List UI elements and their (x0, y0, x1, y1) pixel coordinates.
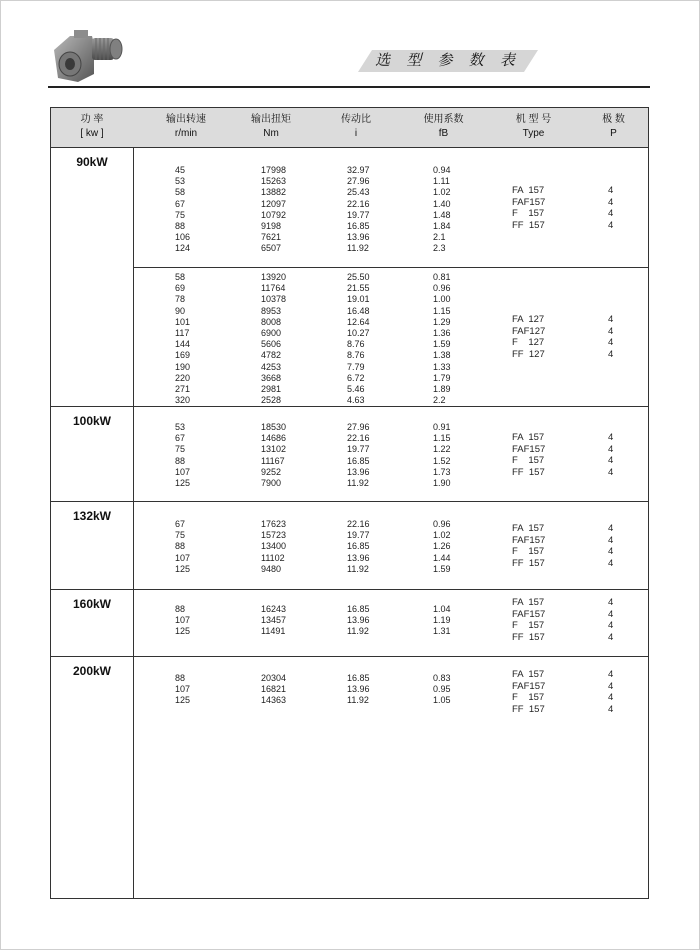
speed-value: 75 (175, 444, 186, 455)
type-name: F 157 (512, 546, 545, 558)
type-name: FA 157 (512, 669, 545, 680)
factor-value: 1.11 (433, 176, 450, 187)
type-row (51, 535, 648, 547)
speed-value: 88 (175, 604, 186, 614)
factor-value: 2.3 (433, 243, 446, 254)
type-name: F 127 (512, 337, 545, 349)
pole-value: 4 (608, 337, 614, 349)
torque-value: 14686 (261, 433, 287, 444)
speed-value: 107 (175, 615, 191, 626)
type-name: F 157 (512, 620, 545, 632)
factor-value: 1.52 (433, 455, 451, 466)
factor-value: 1.29 (433, 316, 451, 327)
ratio-value: 13.96 (347, 232, 370, 243)
speed-value: 107 (175, 466, 191, 477)
type-name: FF 127 (512, 348, 545, 360)
table-header (51, 108, 648, 148)
type-row (51, 349, 648, 361)
factor-value: 1.31 (433, 626, 451, 637)
pole-value: 4 (608, 325, 614, 337)
pole-value: 4 (608, 466, 614, 478)
ratio-value: 25.43 (347, 187, 370, 198)
speed-value: 58 (175, 187, 186, 198)
ratio-value: 5.46 (347, 383, 365, 394)
type-row (51, 546, 648, 558)
torque-value: 11491 (261, 626, 286, 637)
pole-value: 4 (608, 534, 614, 546)
ratio-value: 16.85 (347, 220, 370, 231)
ratio-value: 10.27 (347, 327, 370, 338)
table-row (51, 283, 491, 294)
factor-value: 1.44 (433, 552, 451, 563)
type-row (51, 337, 648, 349)
torque-value: 4782 (261, 350, 282, 361)
title-banner (358, 50, 538, 72)
speed-value: 67 (175, 519, 186, 529)
factor-value: 0.83 (433, 673, 451, 683)
ratio-value: 16.85 (347, 604, 370, 614)
ratio-value: 13.96 (347, 684, 370, 695)
type-name: FAF157 (512, 680, 546, 692)
factor-value: 1.02 (433, 187, 451, 198)
header-power: 功 率 [ kw ] (80, 114, 104, 139)
speed-value: 88 (175, 541, 186, 552)
ratio-value: 13.96 (347, 466, 370, 477)
speed-value: 88 (175, 673, 186, 683)
speed-value: 106 (175, 232, 191, 243)
speed-value: 220 (175, 372, 191, 383)
table-row (51, 478, 491, 489)
table-row (51, 373, 491, 384)
table-row (51, 165, 491, 176)
speed-value: 75 (175, 209, 186, 220)
ratio-value: 7.79 (347, 361, 365, 372)
torque-value: 12097 (261, 198, 287, 209)
header-ratio: 传动比 i (341, 114, 371, 139)
factor-value: 0.96 (433, 283, 451, 294)
table-row (51, 272, 491, 283)
factor-value: 0.95 (433, 684, 451, 695)
torque-value: 15263 (261, 176, 287, 187)
speed-value: 107 (175, 684, 191, 695)
ratio-value: 13.96 (347, 615, 370, 626)
ratio-value: 11.92 (347, 563, 369, 574)
torque-value: 3668 (261, 372, 282, 383)
factor-value: 0.81 (433, 272, 451, 282)
speed-value: 125 (175, 695, 191, 706)
torque-value: 10378 (261, 294, 287, 305)
pole-value: 4 (608, 219, 614, 231)
table-row (51, 294, 491, 305)
speed-value: 125 (175, 563, 191, 574)
ratio-value: 19.01 (347, 294, 370, 305)
factor-value: 1.40 (433, 198, 451, 209)
torque-value: 14363 (261, 695, 287, 706)
factor-value: 1.15 (433, 433, 451, 444)
block-separator (134, 267, 648, 268)
factor-value: 0.91 (433, 422, 451, 432)
torque-value: 9252 (261, 466, 282, 477)
header-speed: 输出转速 r/min (166, 114, 206, 139)
type-name: F 157 (512, 692, 545, 704)
type-list (51, 669, 648, 715)
torque-value: 13920 (261, 272, 287, 282)
gear-motor-icon (48, 24, 128, 86)
ratio-value: 4.63 (347, 395, 365, 406)
type-list (51, 597, 648, 643)
pole-value: 4 (608, 443, 614, 455)
torque-value: 20304 (261, 673, 287, 683)
ratio-value: 16.85 (347, 673, 370, 683)
power-label: 100kW (72, 414, 112, 428)
ratio-value: 19.77 (347, 444, 370, 455)
group-separator (51, 501, 648, 502)
factor-value: 2.1 (433, 232, 446, 243)
type-name: FAF157 (512, 443, 546, 455)
pole-value: 4 (608, 631, 614, 643)
torque-value: 8953 (261, 305, 282, 316)
torque-value: 11764 (261, 283, 286, 294)
pole-value: 4 (608, 455, 614, 467)
speed-value: 45 (175, 165, 186, 175)
factor-value: 1.36 (433, 327, 451, 338)
speed-value: 190 (175, 361, 191, 372)
pole-value: 4 (608, 546, 614, 558)
type-name: FA 157 (512, 523, 545, 534)
ratio-value: 16.85 (347, 455, 370, 466)
speed-value: 271 (175, 383, 191, 394)
factor-value: 0.94 (433, 165, 451, 175)
factor-value: 1.33 (433, 361, 451, 372)
factor-value: 1.90 (433, 477, 451, 488)
table-row (51, 232, 491, 243)
pole-value: 4 (608, 620, 614, 632)
type-row (51, 326, 648, 338)
type-row (51, 632, 648, 644)
speed-value: 75 (175, 530, 186, 541)
type-name: FF 157 (512, 219, 545, 231)
type-name: FAF157 (512, 608, 546, 620)
ratio-value: 21.55 (347, 283, 370, 294)
torque-value: 6507 (261, 243, 282, 254)
factor-value: 1.84 (433, 220, 451, 231)
type-row (51, 314, 648, 326)
factor-value: 1.02 (433, 530, 451, 541)
pole-value: 4 (608, 314, 614, 325)
ratio-value: 22.16 (347, 433, 370, 444)
ratio-value: 32.97 (347, 165, 370, 175)
type-list (51, 314, 648, 360)
pole-value: 4 (608, 523, 614, 534)
type-name: FF 157 (512, 466, 545, 478)
factor-value: 1.22 (433, 444, 451, 455)
torque-value: 2528 (261, 395, 282, 406)
power-label: 90kW (76, 155, 108, 169)
torque-value: 10792 (261, 209, 287, 220)
type-name: F 157 (512, 208, 545, 220)
pole-value: 4 (608, 703, 614, 715)
ratio-value: 25.50 (347, 272, 370, 282)
type-list (51, 185, 648, 231)
factor-value: 1.19 (433, 615, 451, 626)
power-label: 132kW (72, 509, 112, 523)
ratio-value: 13.96 (347, 552, 370, 563)
speed-value: 101 (175, 316, 191, 327)
torque-value: 7900 (261, 477, 282, 488)
ratio-value: 27.96 (347, 422, 370, 432)
power-label: 160kW (72, 597, 112, 611)
ratio-value: 27.96 (347, 176, 370, 187)
torque-value: 11167 (261, 455, 285, 466)
factor-value: 1.48 (433, 209, 451, 220)
type-name: FA 157 (512, 597, 545, 608)
top-rule (48, 86, 650, 88)
torque-value: 17623 (261, 519, 287, 529)
factor-value: 1.59 (433, 339, 451, 350)
ratio-value: 8.76 (347, 350, 365, 361)
type-row (51, 681, 648, 693)
speed-value: 117 (175, 327, 190, 338)
factor-value: 1.59 (433, 563, 451, 574)
header-model: 机 型 号 Type (515, 114, 552, 139)
pole-value: 4 (608, 669, 614, 680)
factor-value: 1.89 (433, 383, 451, 394)
pole-value: 4 (608, 348, 614, 360)
factor-value: 1.15 (433, 305, 451, 316)
pole-value: 4 (608, 557, 614, 569)
header-poles: 极 数 P (602, 114, 625, 139)
torque-value: 13400 (261, 541, 287, 552)
torque-value: 13457 (261, 615, 287, 626)
factor-value: 2.2 (433, 395, 446, 406)
power-label: 200kW (72, 664, 112, 678)
torque-value: 13882 (261, 187, 287, 198)
type-row (51, 432, 648, 444)
speed-value: 107 (175, 552, 191, 563)
ratio-value: 11.92 (347, 477, 369, 488)
type-name: FAF157 (512, 534, 546, 546)
ratio-value: 22.16 (347, 198, 370, 209)
type-name: FF 157 (512, 631, 545, 643)
ratio-value: 11.92 (347, 626, 369, 637)
type-row (51, 444, 648, 456)
pole-value: 4 (608, 208, 614, 220)
speed-value: 125 (175, 477, 191, 488)
type-name: FAF157 (512, 196, 546, 208)
group-separator (51, 406, 648, 407)
pole-value: 4 (608, 692, 614, 704)
type-name: F 157 (512, 455, 545, 467)
torque-value: 2981 (261, 383, 282, 394)
torque-value: 16243 (261, 604, 287, 614)
pole-value: 4 (608, 608, 614, 620)
pole-value: 4 (608, 185, 614, 196)
type-row (51, 455, 648, 467)
type-row (51, 669, 648, 681)
pole-value: 4 (608, 196, 614, 208)
ratio-value: 8.76 (347, 339, 365, 350)
type-name: FA 157 (512, 185, 545, 196)
table-row (51, 243, 491, 254)
speed-value: 88 (175, 220, 186, 231)
factor-value: 1.00 (433, 294, 451, 305)
factor-value: 1.05 (433, 695, 451, 706)
speed-value: 67 (175, 433, 186, 444)
ratio-value: 11.92 (347, 243, 369, 254)
speed-value: 58 (175, 272, 186, 282)
ratio-value: 11.92 (347, 695, 369, 706)
ratio-value: 12.64 (347, 316, 370, 327)
factor-value: 1.26 (433, 541, 451, 552)
ratio-value: 19.77 (347, 530, 370, 541)
type-row (51, 597, 648, 609)
type-row (51, 208, 648, 220)
pole-value: 4 (608, 597, 614, 608)
speed-value: 144 (175, 339, 191, 350)
type-row (51, 467, 648, 479)
ratio-value: 16.48 (347, 305, 370, 316)
pole-value: 4 (608, 680, 614, 692)
group-separator (51, 656, 648, 657)
torque-value: 7621 (261, 232, 282, 243)
type-name: FA 157 (512, 432, 545, 443)
type-row (51, 558, 648, 570)
header-torque: 输出扭矩 Nm (251, 114, 291, 139)
table-row (51, 384, 491, 395)
speed-value: 88 (175, 455, 186, 466)
speed-value: 53 (175, 176, 186, 187)
type-row (51, 609, 648, 621)
table-row (51, 362, 491, 373)
type-row (51, 197, 648, 209)
ratio-value: 16.85 (347, 541, 370, 552)
ratio-value: 22.16 (347, 519, 370, 529)
ratio-value: 19.77 (347, 209, 370, 220)
type-row (51, 692, 648, 704)
type-name: FF 157 (512, 703, 545, 715)
torque-value: 4253 (261, 361, 282, 372)
type-row (51, 220, 648, 232)
torque-value: 8008 (261, 316, 282, 327)
factor-value: 0.96 (433, 519, 451, 529)
torque-value: 16821 (261, 684, 287, 695)
torque-value: 17998 (261, 165, 287, 175)
factor-value: 1.04 (433, 604, 451, 614)
torque-value: 13102 (261, 444, 287, 455)
ratio-value: 6.72 (347, 372, 365, 383)
type-row (51, 185, 648, 197)
type-row (51, 523, 648, 535)
speed-value: 125 (175, 626, 191, 637)
speed-value: 124 (175, 243, 191, 254)
factor-value: 1.38 (433, 350, 451, 361)
speed-value: 78 (175, 294, 186, 305)
torque-value: 6900 (261, 327, 282, 338)
type-list (51, 432, 648, 478)
type-name: FF 157 (512, 557, 545, 569)
speed-value: 169 (175, 350, 191, 361)
torque-value: 11102 (261, 552, 285, 563)
type-row (51, 620, 648, 632)
torque-value: 9198 (261, 220, 282, 231)
pole-value: 4 (608, 432, 614, 443)
speed-value: 90 (175, 305, 186, 316)
selection-table (50, 107, 649, 899)
type-name: FAF127 (512, 325, 546, 337)
torque-value: 15723 (261, 530, 287, 541)
factor-value: 1.73 (433, 466, 451, 477)
factor-value: 1.79 (433, 372, 451, 383)
torque-value: 5606 (261, 339, 282, 350)
table-row (51, 395, 491, 406)
torque-value: 18530 (261, 422, 287, 432)
speed-value: 67 (175, 198, 186, 209)
type-name: FA 127 (512, 314, 545, 325)
torque-value: 9480 (261, 563, 282, 574)
speed-value: 320 (175, 395, 191, 406)
header-factor: 使用系数 fB (423, 114, 464, 139)
speed-value: 53 (175, 422, 186, 432)
type-row (51, 704, 648, 716)
page-title: 选 型 参 数 表 (375, 52, 521, 69)
speed-value: 69 (175, 283, 186, 294)
group-separator (51, 589, 648, 590)
type-list (51, 523, 648, 569)
